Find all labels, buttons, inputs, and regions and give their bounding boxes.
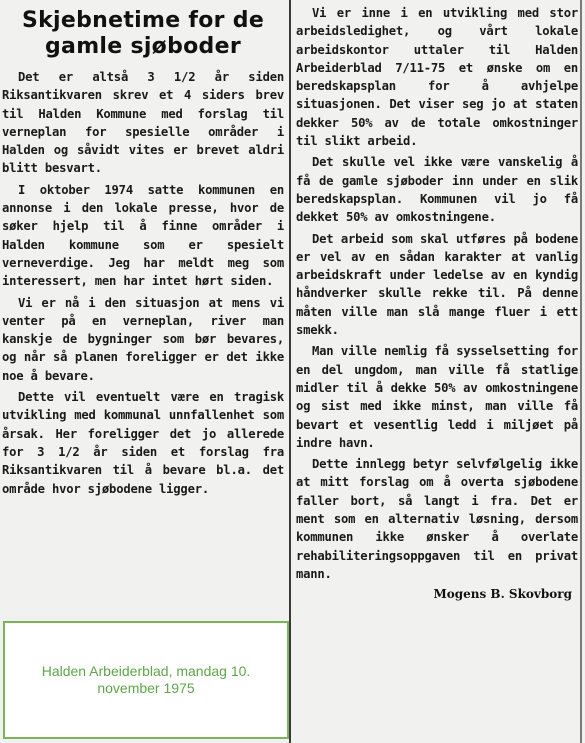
paragraph-right-3: Det arbeid som skal utføres på bodene er vel av en sådan karakter at vanlig arbeidskraft under ledelse av en kyndig håndverker skulle rekke til. På denne måten ville man slå mange fluer i ett smekk. xyxy=(296,231,578,338)
left-column xyxy=(2,4,284,501)
paragraph-right-2: Det skulle vel ikke være vanskelig å få de gamle sjøboder inn under en slik beredskapsplan. Kommunen vil jo få dekket 50% av omkostningene. xyxy=(296,155,578,225)
paragraph-right-5: Dette innlegg betyr selvfølgelig ikke at mitt forslag om å overta sjøbodene faller bort, så langt i fra. Det er ment som en alternativ løsning, dersom kommunen ikke ønsker å overlate rehabiliteringsoppgaven til en privat mann. xyxy=(296,457,578,581)
paragraph-left-2: I oktober 1974 satte kommunen en annonse i den lokale presse, hvor de søker hjelp til å finne områder i Halden kommune som er spesielt verneverdige. Jeg har meldt meg som interessert, men har intet hørt siden. xyxy=(2,182,284,289)
article-headline: Skjebnetime for de gamle sjøboder xyxy=(21,8,265,59)
author-signature: Mogens B. Skovborg xyxy=(433,587,572,602)
paragraph-right-1: Vi er inne i en utvikling med stor arbeidsledighet, og vårt lokale arbeidskontor uttaler til Halden Arbeiderblad 7/11-75 et ønske om en beredskapsplan for å avhjelpe situasjonen. Det viser seg jo at staten dekker 50% av de totale omkostninger til slikt arbeid. xyxy=(296,6,578,149)
paragraph-right-4: Man ville nemlig få sysselsetting for en del ungdom, man ville få statlige midler til å dekke 50% av omkostningene og sist med ikke minst, man ville få bevart et vesentlig ledd i miljøet på indre havn. xyxy=(296,344,578,450)
column-divider xyxy=(289,0,291,743)
caption-box xyxy=(3,621,289,739)
paragraph-left-4: Dette vil eventuelt være en tragisk utvikling med kommunal unnfallenhet som årsak. Her foreligger det jo allerede for 3 1/2 år siden et forslag fra Riksantikvaren til å bevare bl.a. det område hvor sjøbodene ligger. xyxy=(2,390,284,496)
caption-text: Halden Arbeiderblad, mandag 10. november 1975 xyxy=(41,663,251,696)
paragraph-left-1: Det er altså 3 1/2 år siden Riksantikvaren skrev et 4 siders brev til Halden Kommune med forslag til verneplan for spesielle områder i Halden og såvidt vites er brevet aldri blitt besvart. xyxy=(2,70,284,176)
paragraph-left-3: Vi er nå i den situasjon at mens vi venter på en verneplan, river man kanskje de bygninger som bør bevares, og når så planen foreligger er det ikke noe å bevare. xyxy=(2,295,284,383)
clipping-edge xyxy=(580,0,582,743)
right-column xyxy=(296,4,578,601)
